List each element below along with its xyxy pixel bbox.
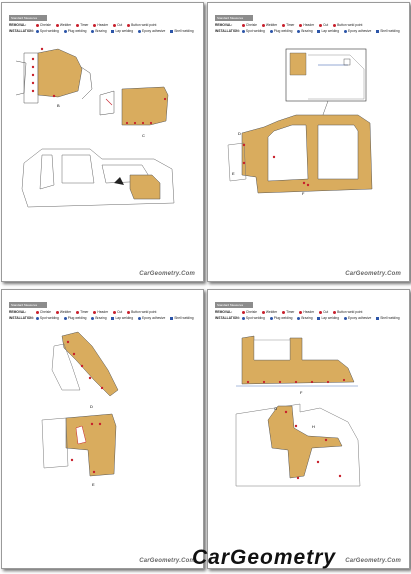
manual-page-3 — [1, 289, 204, 569]
watermark: CarGeometry.Com — [139, 558, 195, 564]
body-panel-diagram-3 — [2, 290, 203, 568]
removal-legend: REMOVAL: Cheisle Weldter Timer Header Cut Button weld point — [9, 310, 157, 314]
page-header-tag: Standard Measures — [9, 302, 47, 308]
body-panel-diagram-2 — [208, 3, 409, 281]
view-label-d: D — [238, 131, 241, 136]
view-label-e: E — [92, 482, 95, 487]
view-label-d: D — [90, 404, 93, 409]
installation-legend: INSTALLATION: Spot welding Plug welding Brazing Lap welding Epoxy adhesive Shell welding — [9, 29, 194, 33]
page-header-tag: Standard Measures — [215, 15, 253, 21]
manual-page-1 — [1, 2, 204, 282]
page-header-tag: Standard Measures — [9, 15, 47, 21]
body-panel-diagram-1 — [2, 3, 203, 281]
manual-page-2 — [207, 2, 410, 282]
installation-legend: INSTALLATION: Spot welding Plug welding Brazing Lap welding Epoxy adhesive Shell welding — [215, 29, 400, 33]
installation-legend: INSTALLATION: Spot welding Plug welding Brazing Lap welding Epoxy adhesive Shell welding — [215, 316, 400, 320]
removal-legend: REMOVAL: Cheisle Weldter Timer Header Cut Button weld point — [9, 23, 157, 27]
view-label-f: F — [302, 191, 305, 196]
view-label-g: G — [274, 406, 278, 411]
page-header-tag: Standard Measures — [215, 302, 253, 308]
view-label-h: H — [312, 424, 315, 429]
removal-legend: REMOVAL: Cheisle Weldter Timer Header Cut Button weld point — [215, 23, 363, 27]
watermark: CarGeometry.Com — [345, 558, 401, 564]
watermark: CarGeometry.Com — [345, 271, 401, 277]
removal-legend: REMOVAL: Cheisle Weldter Timer Header Cut Button weld point — [215, 310, 363, 314]
installation-legend: INSTALLATION: Spot welding Plug welding Brazing Lap welding Epoxy adhesive Shell welding — [9, 316, 194, 320]
brand-logo-text: CarGeometry — [192, 546, 337, 569]
view-label-e: E — [232, 171, 235, 176]
view-label-f: F — [300, 390, 303, 395]
view-label-c: C — [142, 133, 145, 138]
watermark: CarGeometry.Com — [139, 271, 195, 277]
view-label-b: B — [57, 103, 60, 108]
body-panel-diagram-4 — [208, 290, 409, 568]
manual-page-4 — [207, 289, 410, 569]
